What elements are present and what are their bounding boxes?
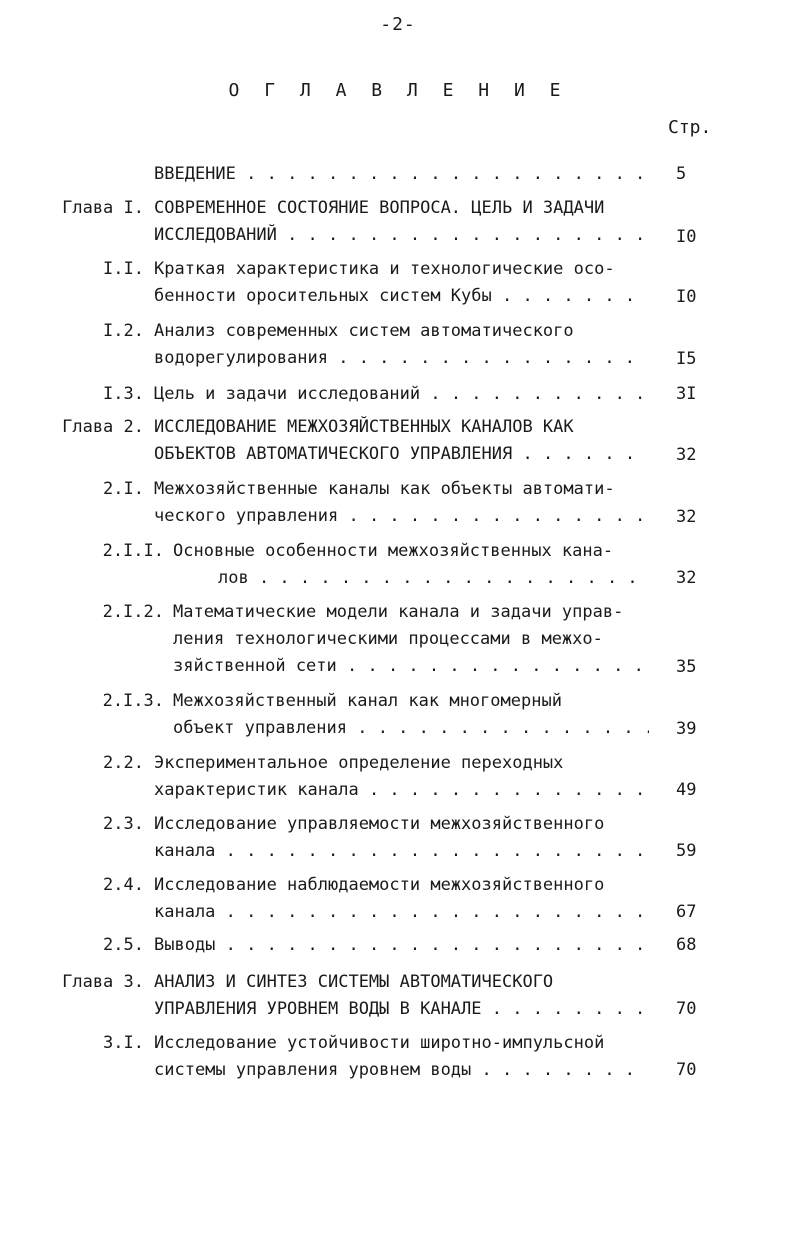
toc-entry-text: лов . . .: [218, 567, 649, 589]
toc-entry-text: ОБЪЕКТОВ АВТОМАТИЧЕСКОГО УПРАВЛЕНИЯ . . .: [154, 443, 649, 465]
toc-entry-text: Исследование устойчивости широтно-импульсной: [154, 1033, 605, 1053]
toc-entry-text: ИССЛЕДОВАНИЙ . . .: [154, 224, 649, 246]
toc-entry-page: 5: [676, 164, 687, 184]
toc-entry-page: 59: [676, 841, 697, 861]
toc-entry-text: Межхозяйственные каналы как объекты автомати-: [154, 479, 615, 499]
toc-entry-text: Основные особенности межхозяйственных кана-: [173, 541, 614, 561]
toc-entry-label: Глава I.: [62, 198, 144, 218]
toc-entry-label: I.I.: [103, 259, 144, 279]
toc-entry-text: Выводы . . .: [154, 934, 649, 956]
toc-entry-page: 32: [676, 568, 697, 588]
toc-entry-label: 2.3.: [103, 814, 144, 834]
toc-entry-text: ления технологическими процессами в межхо-: [173, 629, 603, 649]
toc-entry-text: канала . . .: [154, 840, 649, 862]
toc-entry-page: I0: [676, 227, 697, 247]
toc-entry-text: бенности оросительных систем Кубы . . .: [154, 285, 649, 307]
toc-entry-label: 2.I.3.: [102, 691, 164, 711]
toc-entry-text: Исследование наблюдаемости межхозяйственного: [154, 875, 605, 895]
toc-entry-text: характеристик канала . . .: [154, 779, 649, 801]
pages-column-header: Стр.: [668, 117, 712, 138]
toc-entry-text: Экспериментальное определение переходных: [154, 753, 564, 773]
toc-entry-label: 2.2.: [103, 753, 144, 773]
toc-entry-text: СОВРЕМЕННОЕ СОСТОЯНИЕ ВОПРОСА. ЦЕЛЬ И ЗАДАЧИ: [154, 198, 605, 218]
toc-entry-label: 2.I.I.: [102, 541, 164, 561]
toc-entry-page: 68: [676, 935, 697, 955]
document-title: О Г Л А В Л Е Н И Е: [228, 80, 568, 101]
toc-entry-text: водорегулирования . . .: [154, 347, 649, 369]
toc-entry-text: Исследование управляемости межхозяйственного: [154, 814, 605, 834]
toc-entry-label: 2.5.: [103, 935, 144, 955]
toc-entry-page: 49: [676, 780, 697, 800]
toc-entry-text: ИССЛЕДОВАНИЕ МЕЖХОЗЯЙСТВЕННЫХ КАНАЛОВ КАК: [154, 417, 574, 437]
toc-entry-text: Межхозяйственный канал как многомерный: [173, 691, 562, 711]
toc-entry-text: ВВЕДЕНИЕ . . .: [154, 163, 649, 185]
toc-entry-label: Глава 3.: [62, 972, 144, 992]
toc-entry-page: 3I: [676, 384, 697, 404]
page-number: -2-: [380, 14, 416, 35]
toc-entry-page: 70: [676, 999, 697, 1019]
toc-entry-label: I.2.: [103, 321, 144, 341]
toc-entry-text: зяйственной сети . . .: [173, 655, 649, 677]
toc-entry-page: 70: [676, 1060, 697, 1080]
toc-entry-label: I.3.: [103, 384, 144, 404]
toc-entry-page: 67: [676, 902, 697, 922]
toc-entry-text: АНАЛИЗ И СИНТЕЗ СИСТЕМЫ АВТОМАТИЧЕСКОГО: [154, 972, 554, 992]
toc-entry-text: Математические модели канала и задачи управ-: [173, 602, 624, 622]
toc-entry-page: 39: [676, 719, 697, 739]
toc-entry-text: канала . . .: [154, 901, 649, 923]
toc-entry-page: 35: [676, 657, 697, 677]
toc-entry-text: ческого управления . . .: [154, 505, 649, 527]
toc-entry-text: Цель и задачи исследований . . .: [154, 383, 649, 405]
toc-entry-label: 2.I.: [103, 479, 144, 499]
toc-entry-text: объект управления . . .: [173, 717, 649, 739]
toc-entry-text: Краткая характеристика и технологические осо-: [154, 259, 615, 279]
toc-entry-page: 32: [676, 507, 697, 527]
toc-entry-page: 32: [676, 445, 697, 465]
toc-entry-label: Глава 2.: [62, 417, 144, 437]
toc-entry-page: I0: [676, 287, 697, 307]
toc-entry-text: системы управления уровнем воды . . .: [154, 1059, 649, 1081]
toc-entry-label: 2.I.2.: [102, 602, 164, 622]
toc-entry-label: 3.I.: [103, 1033, 144, 1053]
toc-entry-page: I5: [676, 349, 697, 369]
toc-entry-label: 2.4.: [103, 875, 144, 895]
toc-entry-text: УПРАВЛЕНИЯ УРОВНЕМ ВОДЫ В КАНАЛЕ . . .: [154, 998, 649, 1020]
toc-entry-text: Анализ современных систем автоматического: [154, 321, 574, 341]
